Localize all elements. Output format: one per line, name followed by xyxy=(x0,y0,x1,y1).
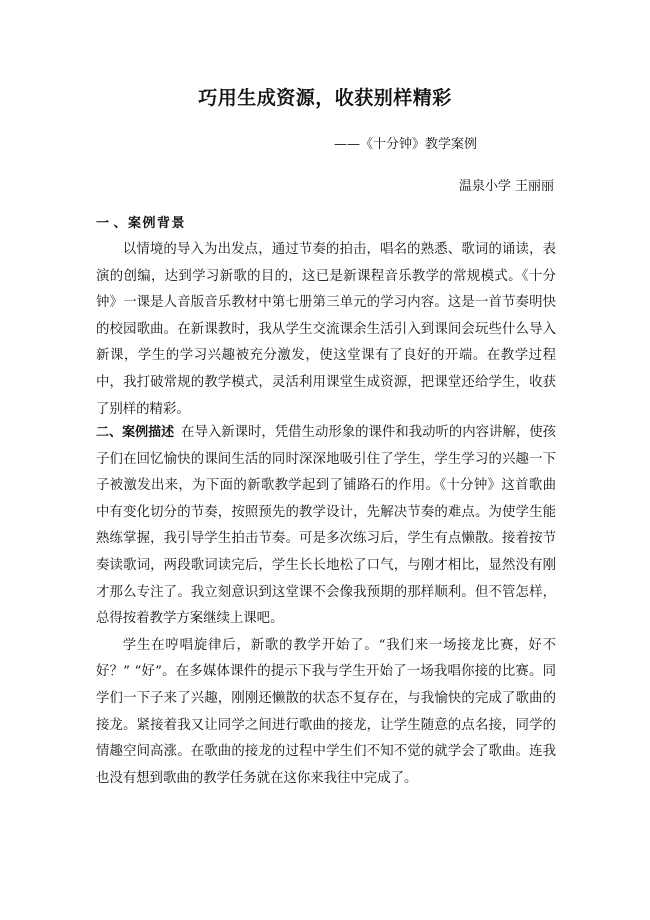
section-number: 一 、 xyxy=(96,216,127,231)
section-description xyxy=(96,420,556,792)
section-title: 案例描述 xyxy=(122,425,175,440)
section-heading-line xyxy=(96,420,556,447)
section-background xyxy=(96,214,556,423)
section-paragraph: 学生在哼唱旋律后，新歌的教学开始了。“我们来一场接龙比赛，好不好？” “好”。在多媒体课件的提示下我与学生开始了一场我唱你接的比赛。同学们一下子来了兴趣，刚刚还懒散的状态不复存在，与我愉快的完成了歌曲的接龙。紧接着我又让同学之间进行歌曲的接龙，让学生随意的点名接，同学的情趣空间高涨。在歌曲的接龙的过程中学生们不知不觉的就学会了歌曲。连我也没有想到歌曲的教学任务就在这你来我往中完成了。 xyxy=(96,637,556,786)
section-heading xyxy=(96,214,556,238)
document-subtitle: ——《十分钟》教学案例 xyxy=(334,137,478,152)
document-author: 温泉小学 王丽丽 xyxy=(458,179,554,194)
section-paragraph: 以情境的导入为出发点，通过节奏的拍击，唱名的熟悉、歌词的诵读，表演的创编，达到学习新歌的目的，这已是新课程音乐教学的常规模式。《十分钟》一课是人音版音乐教材中第七册第三单元的学习内容。这是一首节奏明快的校园歌曲。在新课教时，我从学生交流课余生活引入到课间会玩些什么导入新课，学生的学习兴趣被充分激发，使这堂课有了良好的开端。在教学过程中，我打破常规的教学模式，灵活利用课堂生成资源，把课堂还给学生，收获了别样的精彩。 xyxy=(96,242,556,417)
section-first-line: 在导入新课时，凭借生动形象的课件和我动听的内容讲解，使孩 xyxy=(181,425,556,440)
section-number: 二、 xyxy=(96,425,123,440)
section-paragraph: 子们在回忆愉快的课间生活的同时深深地吸引住了学生，学生学习的兴趣一下子被激发出来，为下面的新歌教学起到了铺路石的作用。《十分钟》这首歌曲中有变化切分的节奏，按照预先的教学设计，先解决节奏的难点。为使学生能熟练掌握，我引导学生拍击节奏。可是多次练习后，学生有点懒散。接着按节奏读歌词，两段歌词读完后，学生长长地松了口气，与刚才相比，显然没有刚才那么专注了。我立刻意识到这堂课不会像我预期的那样顺利。但不管怎样，总得按着教学方案继续上课吧。 xyxy=(96,451,556,627)
document-title: 巧用生成资源，收获别样精彩 xyxy=(198,87,452,109)
section-title: 案例背景 xyxy=(128,216,187,231)
